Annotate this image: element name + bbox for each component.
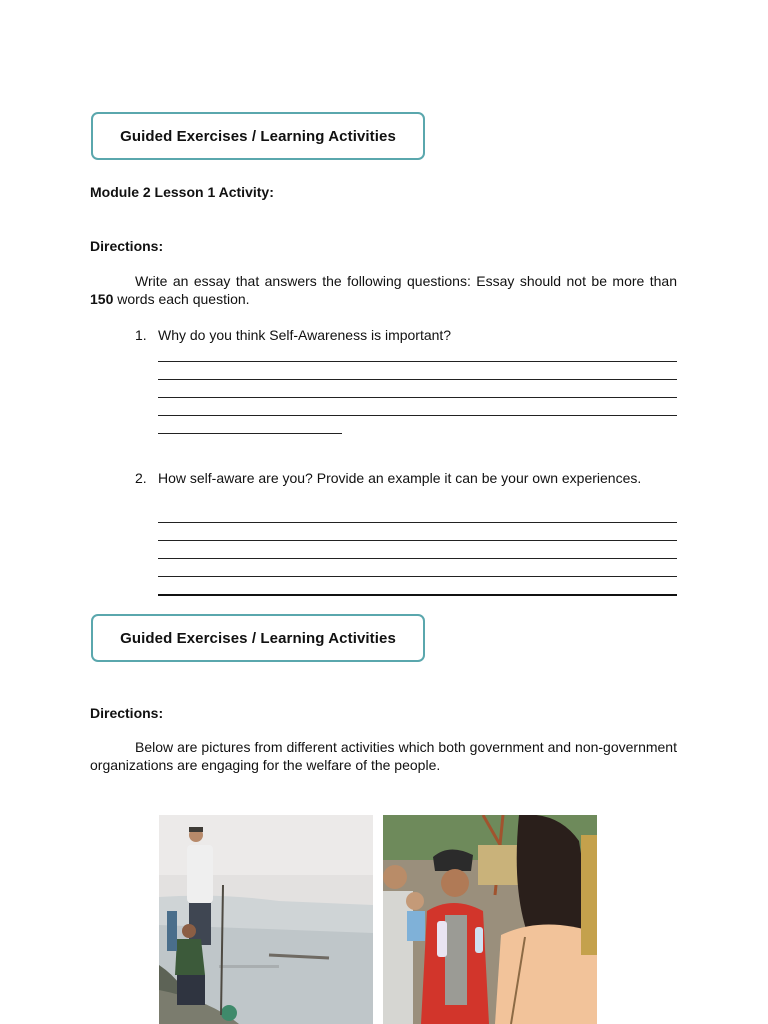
module-title: Module 2 Lesson 1 Activity: (90, 184, 274, 200)
answer-line[interactable] (158, 344, 677, 362)
answer-line[interactable] (158, 398, 677, 416)
answer-line[interactable] (158, 505, 677, 523)
question-text: Why do you think Self-Awareness is important? (158, 327, 452, 343)
word-limit: 150 (90, 291, 114, 307)
answer-line[interactable] (158, 362, 677, 380)
answer-line[interactable] (158, 416, 342, 434)
section-divider (158, 594, 677, 596)
answer-line[interactable] (158, 559, 677, 577)
section-header-title: Guided Exercises / Learning Activities (120, 127, 396, 145)
answer-line[interactable] (158, 523, 677, 541)
question-number: 2. (135, 470, 147, 486)
essay-instructions (90, 272, 677, 308)
answer-line[interactable] (158, 577, 342, 595)
answer-line[interactable] (158, 541, 677, 559)
instructions-text-start: Write an essay that answers the following questions: Essay should not be more than (135, 273, 677, 289)
section-header-box (91, 112, 425, 160)
directions-label: Directions: (90, 705, 164, 721)
directions-label: Directions: (90, 238, 164, 254)
directions-text: Below are pictures from different activities which both government and non-government organizations are engaging for the welfare of the people. (90, 739, 677, 773)
question-text: How self-aware are you? Provide an example it can be your own experiences. (158, 470, 642, 486)
section-header-box (91, 614, 425, 662)
aid-distribution-photo (383, 815, 597, 1024)
answer-lines-2[interactable] (158, 505, 677, 595)
section-header-title: Guided Exercises / Learning Activities (120, 629, 396, 647)
answer-line[interactable] (158, 380, 677, 398)
instructions-text-end: words each question. (113, 291, 250, 307)
cleanup-photo (159, 815, 373, 1024)
question-number: 1. (135, 327, 147, 343)
answer-lines-1[interactable] (158, 344, 677, 434)
